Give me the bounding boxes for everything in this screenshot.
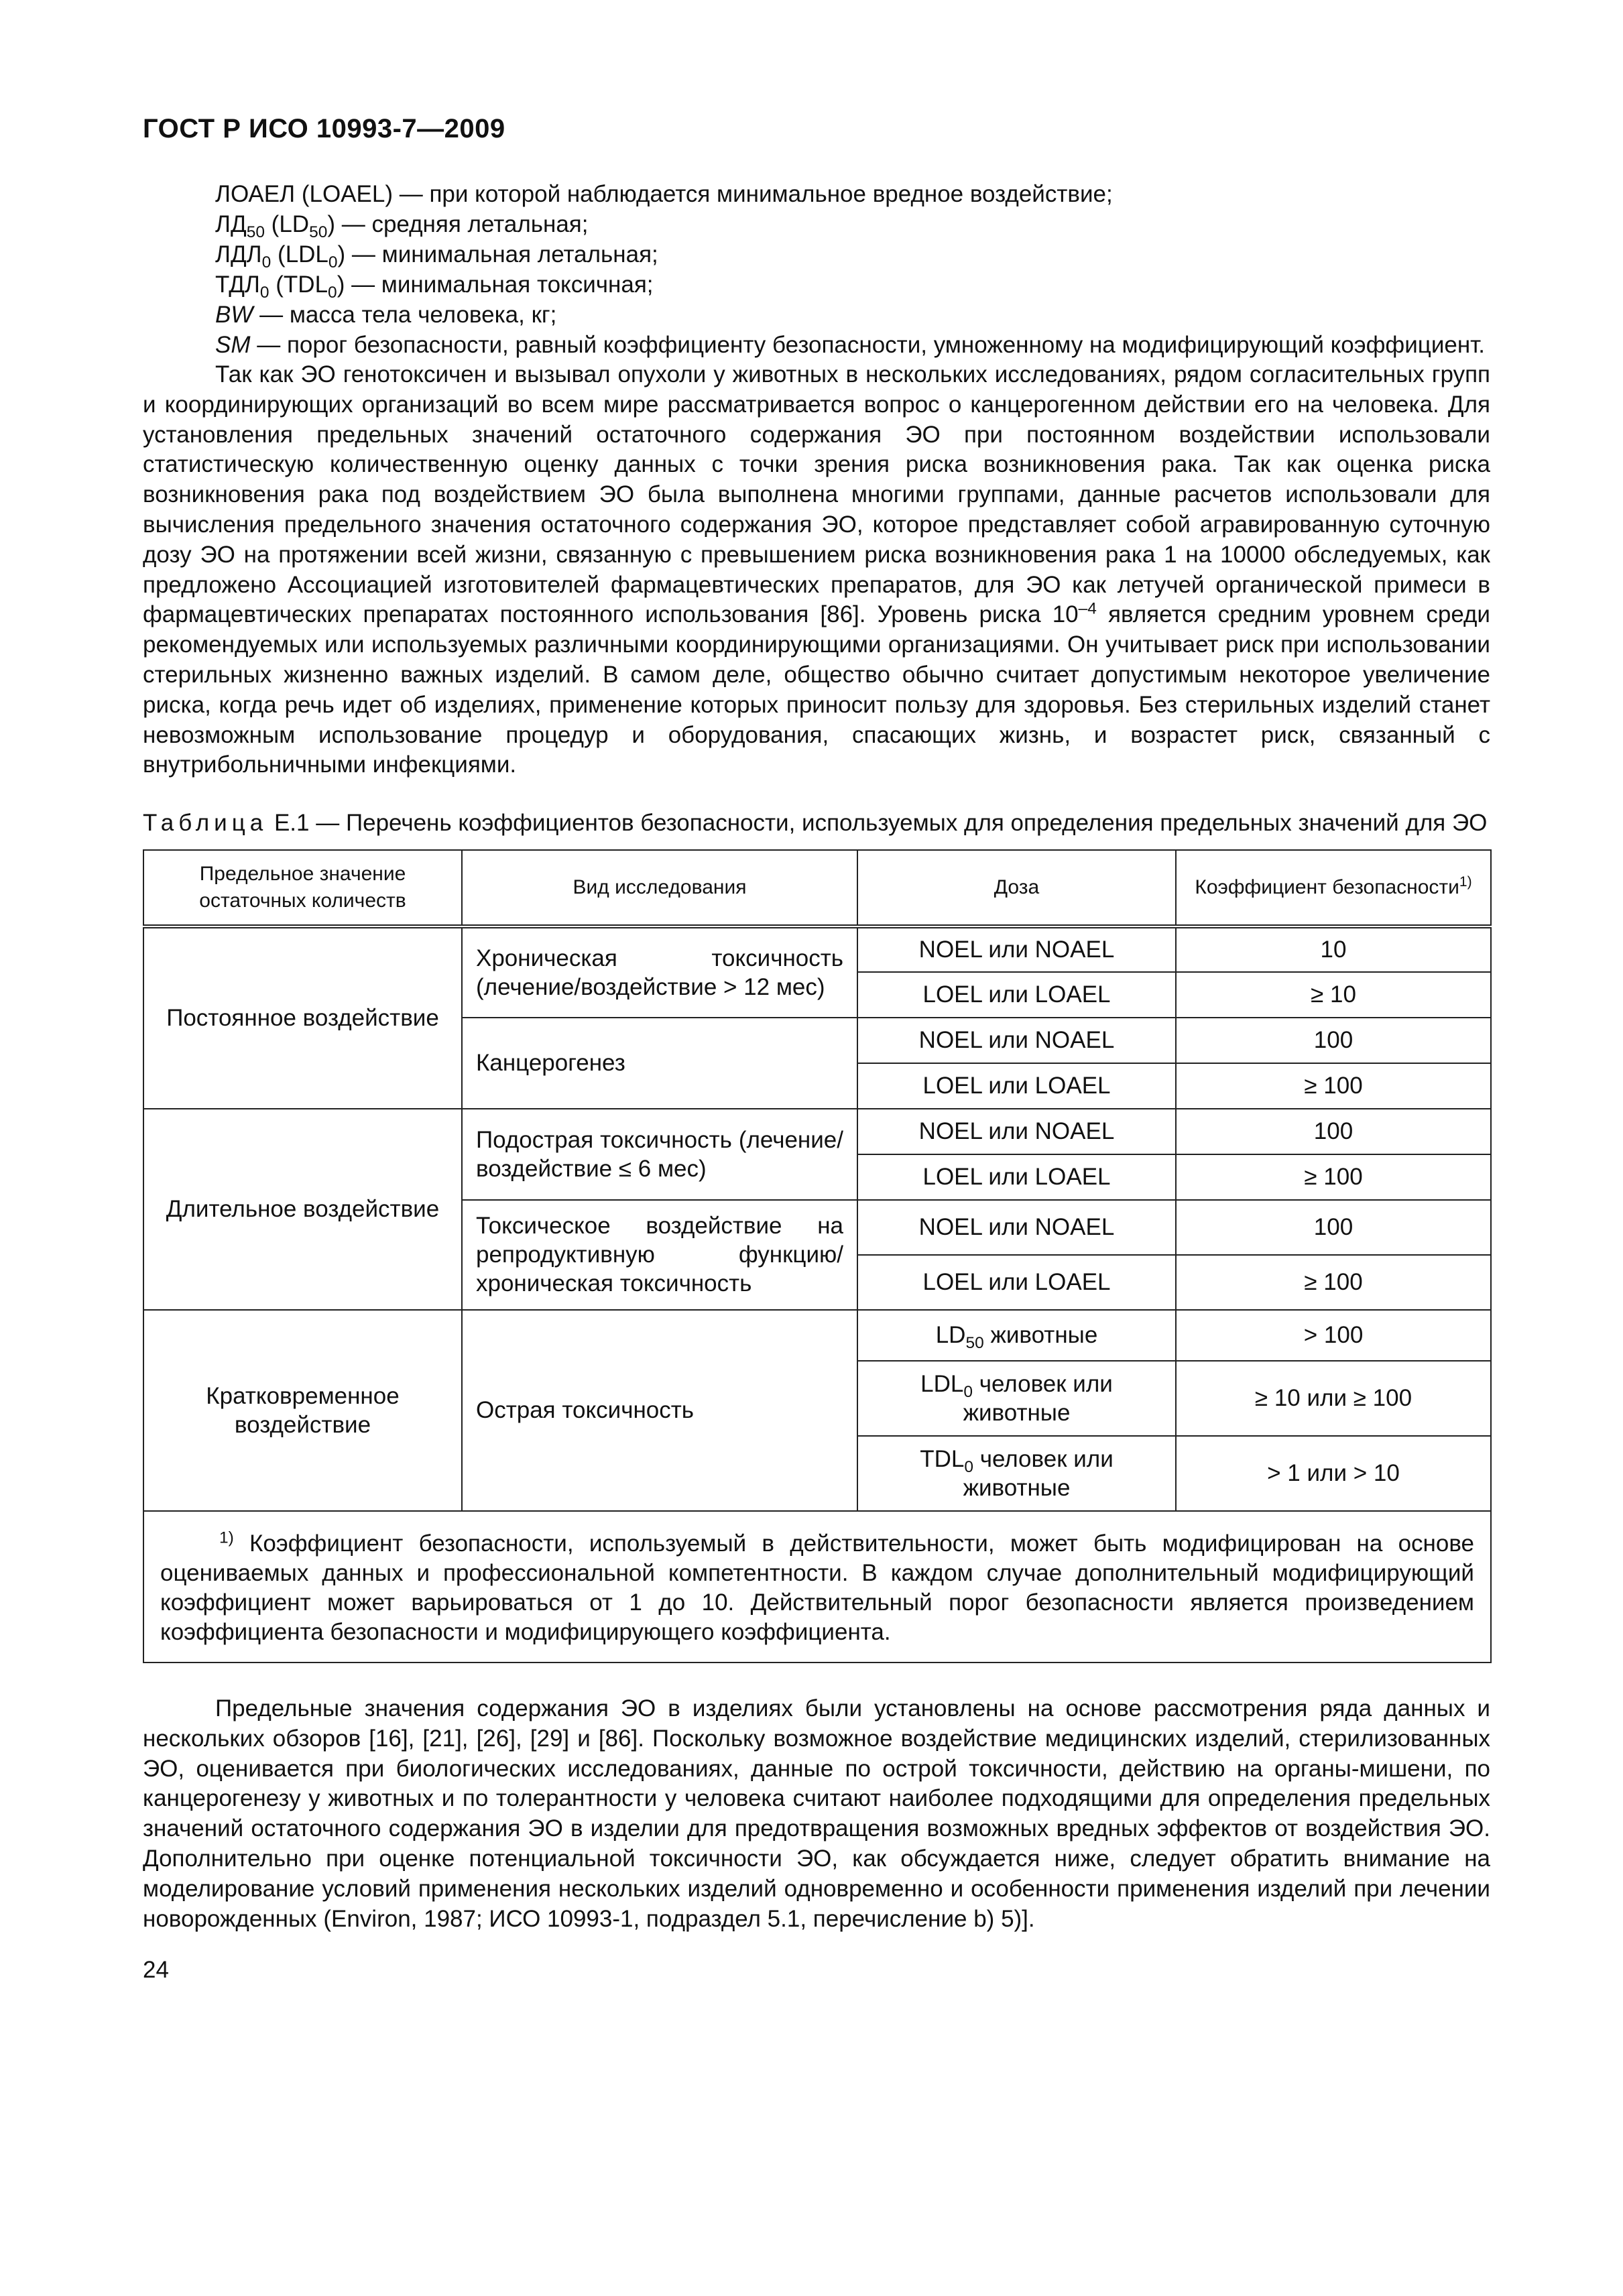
dose-cell: NOEL или NOAEL [857,926,1176,972]
factor-cell: ≥ 10 или ≥ 100 [1176,1361,1491,1436]
factor-cell: ≥ 100 [1176,1063,1491,1109]
dose-cell: $LD_{50}$ животные [857,1310,1176,1361]
header-factor: Коэффициент безопасности$^{1)}$ [1176,850,1491,926]
dose-cell: NOEL или NOAEL [857,1018,1176,1063]
definition-ld50: $ЛД_{50}$ $(LD_{50})$ — средняя летальная; [215,211,589,241]
study-acute: Острая токсичность [462,1310,857,1511]
factor-cell: 100 [1176,1109,1491,1154]
table-row [143,926,1491,972]
document-page [143,114,1490,1984]
page-number: 24 [143,1957,169,1984]
factor-cell: > 100 [1176,1310,1491,1361]
study-subacute: Подострая токсичность (лечение/воздействие ≤ 6 мес) [462,1109,857,1200]
header-limit: Предельное значение остаточных количеств [143,850,462,926]
study-chronic: Хроническая токсичность (лечение/воздействие > 12 мес) [462,926,857,1018]
table-footnote: $^{1)}$ Коэффициент безопасности, используемый в действительности, может быть модифицирован на основе оцениваемых данных и профессиональной компетентности. В каждом случае дополнительный модифицирующий коэффициент может варьироваться от 1 до 10. Действительный порог безопасности является произведением коэффициента безопасности и модифицирующего коэффициента. [143,1511,1491,1663]
paragraph-limits: Предельные значения содержания ЭО в изделиях были установлены на основе рассмотрения ряда данных и нескольких обзоров [16], [21], [26], [29] и [86]. Поскольку возможное воздействие медицинских изделий, стерилизованных ЭО, оценивается при биологических исследованиях, данные по острой токсичности, действию на органы-мишени, по канцерогенезу у животных и по толерантности у человека считают наиболее подходящими для определения предельных значений остаточного содержания ЭО в изделии для предотвращения возможных вредных эффектов от воздействия ЭО. Дополнительно при оценке потенциальной токсичности ЭО, как обсуждается ниже, следует обратить внимание на моделирование условий применения нескольких изделий одновременно и особенности применения изделий при лечении новорожденных (Environ, 1987; ИСО 10993-1, подраздел 5.1, перечисление b) 5)]. [143,1695,1490,1932]
definition-loael: ЛОАЕЛ (LOAEL) — при которой наблюдается минимальное вредное воздействие; [215,181,1113,207]
factor-cell: ≥ 10 [1176,972,1491,1018]
definition-ldl0: $ЛДЛ_0$ $(LDL_0)$ — минимальная летальная; [215,241,658,271]
table-header-row [143,850,1491,926]
group-prolonged: Длительное воздействие [143,1109,462,1310]
dose-cell: LOEL или LOAEL [857,1063,1176,1109]
group-short: Кратковременное воздействие [143,1310,462,1511]
factor-cell: > 1 или > 10 [1176,1436,1491,1511]
study-carcinogenesis: Канцерогенез [462,1018,857,1109]
factor-cell: ≥ 100 [1176,1154,1491,1200]
table-caption: Таблица Е.1 — Перечень коэффициентов безопасности, используемых для определения предельных значений для ЭО [143,810,1488,837]
group-constant: Постоянное воздействие [143,926,462,1109]
table-footnote-row [143,1511,1491,1663]
table-row [143,1310,1491,1361]
header-study: Вид исследования [462,850,857,926]
safety-factors-table [143,849,1492,1663]
dose-cell: $LDL_0$ человек или животные [857,1361,1176,1436]
paragraph-risk: Так как ЭО генотоксичен и вызывал опухоли у животных в нескольких исследованиях, рядом согласительных групп и координирующих организаций во всем мире рассматривается вопрос о канцерогенном действии его на человека. Для установления предельных значений остаточного содержания ЭО при постоянном воздействии использовали статистическую количественную оценку данных с точки зрения риска возникновения рака. Так как оценка риска возникновения рака под воздействием ЭО была выполнена многими группами, данные расчетов использовали для вычисления предельного значения остаточного содержания ЭО, которое представляет собой агравированную суточную дозу ЭО на протяжении всей жизни, связанную с превышением риска возникновения рака 1 на 10000 обследуемых, как предложено Ассоциацией изготовителей фармацевтических препаратов, для ЭО как летучей органической примеси в фармацевтических препаратах постоянного использования [86]. Уровень риска $10^{-4}$ является средним уровнем среди рекомендуемых или используемых различными координирующими организациями. Он учитывает риск при использовании стерильных жизненно важных изделий. В самом деле, общество обычно считает допустимым некоторое увеличение риска, когда речь идет об изделиях, применение которых приносит пользу для здоровья. Без стерильных изделий станет невозможным использование процедур и оборудования, спасающих жизнь, и возрастет риск, связанный с внутрибольничными инфекциями. [143,361,1490,778]
dose-cell: NOEL или NOAEL [857,1200,1176,1255]
dose-cell: LOEL или LOAEL [857,1154,1176,1200]
dose-cell: NOEL или NOAEL [857,1109,1176,1154]
definition-sm: SM — порог безопасности, равный коэффициенту безопасности, умноженному на модифицирующий коэффициент. [215,332,1486,358]
header-dose: Доза [857,850,1176,926]
dose-cell: $TDL_0$ человек или животные [857,1436,1176,1511]
definition-bw: BW — масса тела человека, кг; [215,302,557,328]
factor-cell: ≥ 100 [1176,1255,1491,1310]
study-reproductive: Токсическое воздействие на репродуктивную функцию/хроническая токсичность [462,1200,857,1310]
factor-cell: 100 [1176,1018,1491,1063]
definition-tdl0: $ТДЛ_0$ $(TDL_0)$ — минимальная токсичная; [215,271,654,302]
dose-cell: LOEL или LOAEL [857,1255,1176,1310]
definitions-list [143,179,1490,360]
factor-cell: 10 [1176,926,1491,972]
dose-cell: LOEL или LOAEL [857,972,1176,1018]
table-row [143,1109,1491,1154]
document-header: ГОСТ Р ИСО 10993-7—2009 [143,114,505,143]
factor-cell: 100 [1176,1200,1491,1255]
